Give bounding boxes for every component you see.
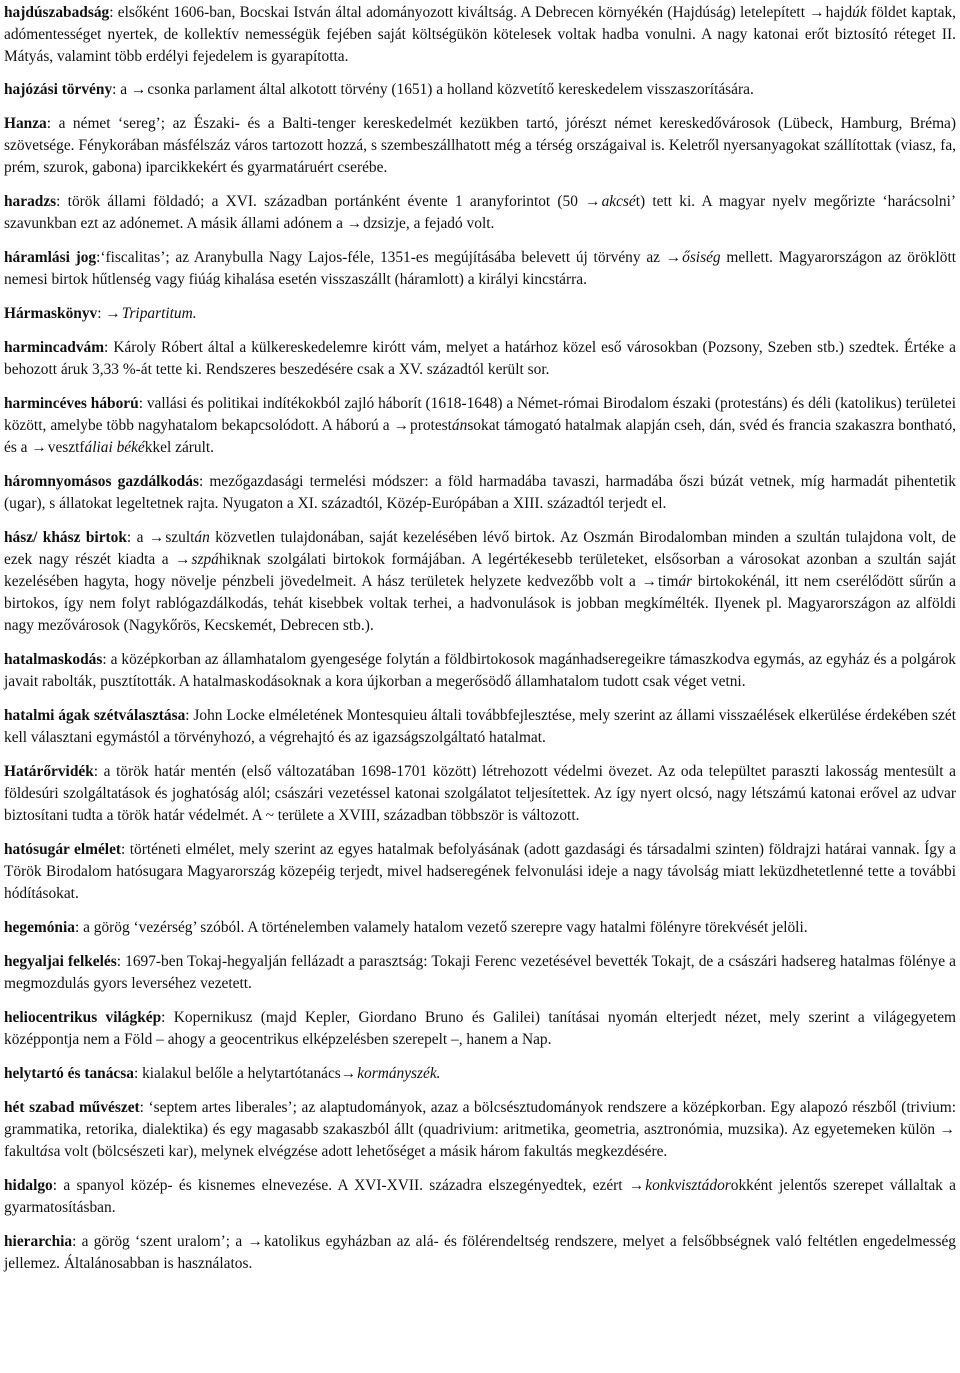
entry-definition-text: egyházban az alá- és fölérendeltség rendszere, melyet a felsőbbségnek való feltétlen engedelmesség jellemez. Általánosabban is használatos. — [4, 1233, 956, 1272]
entry-definition-text: : történeti elmélet, mely szerint az egyes hatalmak befolyásának (adott gazdasági és társadalmi szinten) földrajzi határai vannak. Így a Török Birodalom hatósugara Magyarország közepéig terjedt, mivel hadseregének felvonulási ideje a nagy távolság miatt leküzdhetetlenné tette a további hódításokat. — [4, 841, 956, 902]
right-arrow-icon: → — [665, 249, 682, 266]
entry-term: Határőrvidék — [4, 763, 94, 780]
entry-definition-text: okként jelentős szerepet vállaltak a gyarmatosításban. — [4, 1177, 956, 1216]
entry-definition-text: : a spanyol közép- és kisnemes elnevezése. A XVI-XVII. századra elszegényedtek, ezért — [52, 1177, 629, 1194]
glossary-entry — [4, 761, 956, 827]
entry-definition-text: t) tett ki. A magyar nyelv megőrizte ‘harácsolni’ szavunkban ezt az adónemet. A másik állami adónem a — [4, 193, 956, 232]
entry-term: harmincadvám — [4, 339, 105, 356]
right-arrow-icon: → — [148, 529, 165, 546]
entry-definition-text: : kialakul belőle a helytartótanács — [133, 1065, 341, 1082]
entry-term: hatalmaskodás — [4, 651, 103, 668]
entry-term: hatósugár elmélet — [4, 841, 122, 858]
entry-term: hidalgo — [4, 1177, 53, 1194]
cross-reference[interactable]: ősiség — [682, 249, 721, 266]
entry-definition-text: , a fejadó volt. — [405, 215, 495, 232]
cross-reference[interactable]: kormányszék. — [357, 1065, 441, 1082]
entry-term: hajózási törvény — [4, 81, 113, 98]
entry-definition-text: : ‘septem artes liberales’; az alaptudományok, azaz a bölcsésztudományok rendszere a középkorban. Egy alapozó részből (trivium: grammatika, retorika, dialektika) és egy magasabb szakaszból állt (quadrivium: aritmetika, geometria, asztronómia, muzsika). Az egyetemeken külön — [4, 1099, 956, 1138]
cross-reference[interactable]: protest — [410, 417, 452, 434]
right-arrow-icon: → — [340, 1065, 357, 1082]
entry-definition-text: sokat támogató hatalmak alapján cseh, dán, svéd és francia szakaszra bontható, és a — [4, 417, 956, 456]
entry-definition-text: hiknak szolgálati birtokok formájában. A legértékesebb területeket, elsősorban a városokat azonban a szultán saját kezelésében hagyta, hogy növelje pénzbeli jövedelmeit. A hász területek helyzete kedvezőbb volt a — [4, 551, 956, 590]
entry-term: heliocentrikus világkép — [4, 1009, 162, 1026]
right-arrow-icon: → — [346, 215, 363, 232]
glossary-entry — [4, 191, 956, 235]
cross-reference[interactable]: ás — [39, 1143, 54, 1160]
entry-definition-text: : 1697-ben Tokaj-hegyalján fellázadt a parasztság: Tokaji Ferenc vezetésével bevették Tokajt, de a császári hadsereg hatalmas fölénye a megmozdulás gyors leverséhez vezetett. — [4, 953, 957, 992]
cross-reference[interactable]: tim — [657, 573, 679, 590]
cross-reference[interactable]: Tripartitum. — [121, 305, 197, 322]
entry-term: hierarchia — [4, 1233, 73, 1250]
cross-reference[interactable]: án — [194, 529, 210, 546]
cross-reference[interactable]: katolikus — [263, 1233, 321, 1250]
entry-term: hét szabad művészet — [4, 1099, 140, 1116]
entry-definition-text: : Kopernikusz (majd Kepler, Giordano Bruno és Galilei) tanításai nyomán elterjedt nézet, mely szerint a világegyetem középpontja nem a Föld – ahogy a geocentrikus elképzelésben szerepelt –, hanem a Nap. — [4, 1009, 957, 1048]
entry-definition-text: : a — [112, 81, 131, 98]
entry-term: hajdúszabadság — [4, 4, 110, 21]
entry-definition-text: : vallási és politikai indítékokból zajló háborít (1618-1648) a Német-római Birodalom északi (protestáns) és déli (katolikus) területei között, amelybe több nagyhatalom bekapcsolódott. A háború a — [4, 395, 956, 434]
entry-definition-text: : Károly Róbert által a külkereskedelemre kirótt vám, melyet a határhoz közel eső városokban (Pozsony, Szeben stb.) szedtek. Értéke a behozott áruk 3,33 %-át tette ki. Rendszeres beszedésére csak a XV. századtól került sor. — [4, 339, 956, 378]
entry-definition-text: : török állami földadó; a XVI. században portánként évente 1 aranyforintot (50 — [56, 193, 586, 210]
entry-definition-text: a volt (bölcsészeti kar), melynek elvégzése adott lehetőséget a másik három fakultás megkezdésére. — [53, 1143, 668, 1160]
entry-definition-text: : a középkorban az államhatalom gyengesége folytán a földbirtokosok magánhadseregeikre támaszkodva egymás, az egyház és a polgárok javait rabolták, pusztították. A hatalmaskodásoknak a kora újkorban a megerősödő államhatalom tudott csak véget vetni. — [4, 651, 956, 690]
glossary-entry — [4, 951, 956, 995]
entry-term: hegyaljai felkelés — [4, 953, 117, 970]
entry-definition-text: által alkotott törvény (1651) a holland közvetítő kereskedelem visszaszorítására. — [255, 81, 754, 98]
glossary-entry — [4, 1231, 956, 1275]
glossary-entry — [4, 247, 956, 291]
glossary-entry — [4, 1007, 956, 1051]
glossary-entry — [4, 917, 956, 939]
right-arrow-icon: → — [130, 81, 147, 98]
glossary-entry — [4, 393, 956, 459]
entry-definition-text: : a török határ mentén (első változatában 1698-1701 között) létrehozott védelmi övezet. Az oda települtet paraszti lakosság mentesült a földesúri szolgáltatások és joghatóság alól; császári vezetéssel katonai szolgálatot teljesítettek. Az így nyert olcsó, nagy létszámú katonai erővel az udvar biztosítani tudta a török határ védelmét. A ~ területe a XVIII, században többször is változott. — [4, 763, 956, 824]
entry-definition-text: : a német ‘sereg’; az Északi- és a Balti-tenger kereskedelmét kezükben tartó, jórészt német kereskedővárosok (Lübeck, Hamburg, Bréma) szövetsége. Fénykorában másfélszáz város tartozott hozzá, s szembeszállhatott még a térség országaival is. Keletről nyersanyagokat szállítottak (viasz, fa, prém, szurok, gabona) iparcikkekért és gyarmatáruért cserébe. — [4, 115, 956, 176]
entry-term: Hanza — [4, 115, 47, 132]
right-arrow-icon: → — [247, 1233, 263, 1250]
right-arrow-icon: → — [393, 417, 410, 434]
glossary-entry — [4, 471, 956, 515]
entry-term: hegemónia — [4, 919, 75, 936]
glossary-entry — [4, 527, 956, 637]
cross-reference[interactable]: konkvisztádor — [645, 1177, 731, 1194]
glossary-entry — [4, 1063, 956, 1085]
entry-definition-text: : mezőgazdasági termelési módszer: a föld harmadába tavaszi, harmadába őszi búzát vetnek, míg harmadát pihentetik (ugar), s állatokat legeltetnek rajta. Nyugaton a XI. századtól, Közép-Európában a XIII. századtól terjedt el. — [4, 473, 956, 512]
entry-definition-text: mellett. Magyarországon az öröklött nemesi birtok hűtlenség vagy fiúág kihalása esetén visszaszállt (háramlott) a királyi kincstárra. — [4, 249, 957, 288]
entry-term: haradzs — [4, 193, 57, 210]
glossary-entry — [4, 337, 956, 381]
cross-reference[interactable]: hajd — [825, 4, 853, 21]
glossary-entry — [4, 79, 956, 101]
cross-reference[interactable]: szpá — [191, 551, 219, 568]
right-arrow-icon: → — [585, 193, 601, 210]
entry-definition-text: :‘fiscalitas’; az Aranybulla Nagy Lajos-féle, 1351-es megújításába belevett új törvény az — [96, 249, 666, 266]
cross-reference[interactable]: csonka parlament — [147, 81, 256, 98]
right-arrow-icon: → — [939, 1121, 955, 1138]
cross-reference[interactable]: án — [451, 417, 468, 434]
entry-definition-text: : a görög ‘szent uralom’; a — [72, 1233, 248, 1250]
right-arrow-icon: → — [628, 1177, 645, 1194]
entry-term: Hármaskönyv — [4, 305, 98, 322]
cross-reference[interactable]: úk — [852, 4, 867, 21]
entry-definition-text: : John Locke elméletének Montesquieu általi továbbfejlesztése, mely szerint az állami visszaélések elkerülése érdekében szét kell választani egymástól a törvényhozó, a végrehajtó és az igazságszolgáltató hatalmat. — [4, 707, 956, 746]
cross-reference[interactable]: fakult — [4, 1143, 40, 1160]
right-arrow-icon: → — [175, 551, 191, 568]
entry-term: hász/ khász birtok — [4, 529, 127, 546]
entry-definition-text: : elsőként 1606-ban, Bocskai István által adományozott kiváltság. A Debrecen környékén (Hajdúság) letelepített — [109, 4, 810, 21]
cross-reference[interactable]: szult — [165, 529, 195, 546]
entry-definition-text: : — [97, 305, 106, 322]
glossary-entry — [4, 839, 956, 905]
entry-definition-text: kkel zárult. — [144, 439, 214, 456]
right-arrow-icon: → — [105, 305, 121, 322]
glossary-entry — [4, 1175, 956, 1219]
cross-reference[interactable]: ár — [678, 573, 693, 590]
entry-term: háramlási jog — [4, 249, 97, 266]
right-arrow-icon: → — [641, 573, 657, 590]
entry-term: harmincéves háború — [4, 395, 139, 412]
entry-definition-text: : a görög ‘vezérség’ szóból. A történelemben valamely hatalom vezető szerepre vagy hatalmi fölényre törekvését jelöli. — [74, 919, 808, 936]
right-arrow-icon: → — [31, 439, 47, 456]
entry-definition-text: földet kaptak, adómentességet nyertek, de kollektív nemességük fejében saját költségükön kötelesek voltak hadba vonulni. A nagy katonai erőt biztosító réteget II. Mátyás, valamint több erdélyi fejedelem is gyarapította. — [4, 4, 957, 65]
entry-definition-text: birtokokénál, itt nem cserélődött sűrűn a birtokos, így nem folyt rablógazdálkodás, tehát kisebbek voltak terhei, a hadvonulások is jobban megkímélték. Ilyenek pl. Magyarországon az alföldi nagy mezővárosok (Nagykőrös, Kecskemét, Debrecen stb.). — [4, 573, 956, 634]
entry-term: helytartó és tanácsa — [4, 1065, 134, 1082]
cross-reference[interactable]: vesztf — [47, 439, 85, 456]
entry-term: hatalmi ágak szétválasztása — [4, 707, 186, 724]
cross-reference[interactable]: áliai béké — [84, 439, 145, 456]
entry-definition-text: : a — [126, 529, 149, 546]
right-arrow-icon: → — [809, 4, 825, 21]
cross-reference[interactable]: dzsizje — [363, 215, 406, 232]
cross-reference[interactable]: akcsé — [601, 193, 636, 210]
glossary-entry — [4, 2, 956, 68]
glossary-entry — [4, 1097, 956, 1163]
glossary-entry — [4, 705, 956, 749]
entry-definition-text: közvetlen tulajdonában, saját kezelésében lévő birtok. Az Oszmán Birodalomban minden a szultán tulajdona volt, de ezek nagy részét kiadta a — [4, 529, 956, 568]
entry-term: háromnyomásos gazdálkodás — [4, 473, 199, 490]
glossary-entry — [4, 649, 956, 693]
glossary-entry — [4, 113, 956, 179]
glossary-entry — [4, 303, 956, 325]
